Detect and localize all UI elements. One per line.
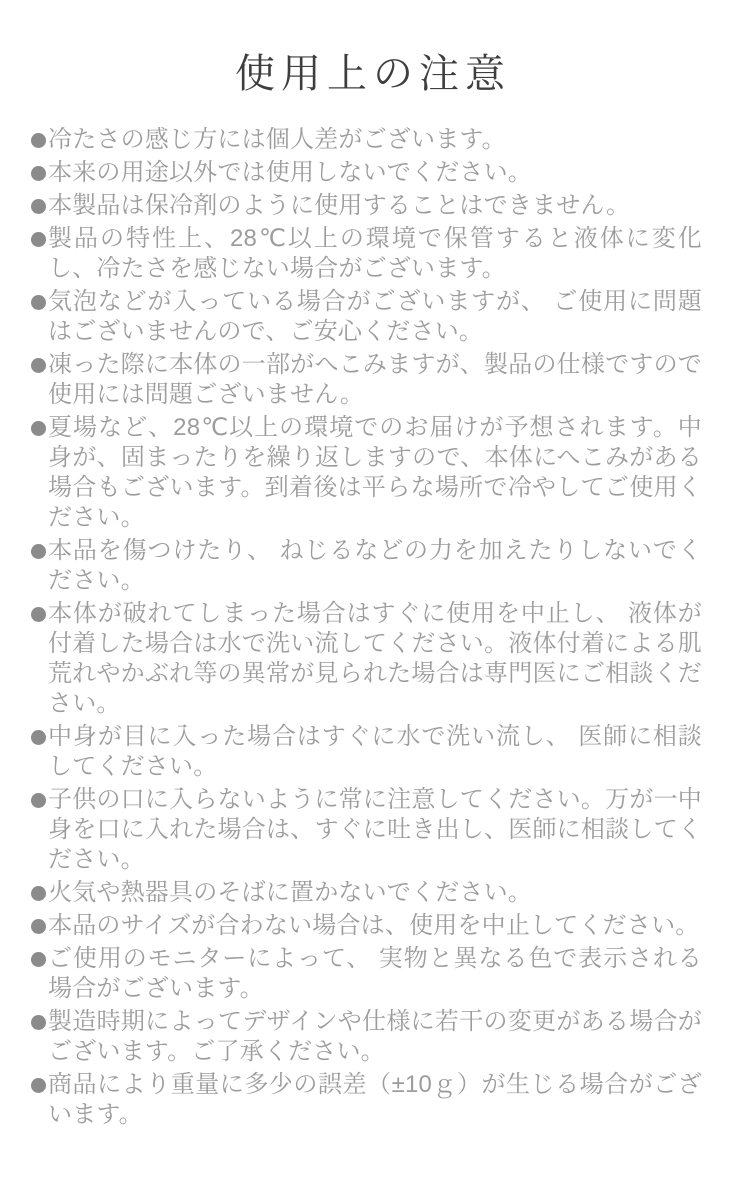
item-text: 火気や熱器具のそばに置かないでください。 — [48, 879, 532, 906]
list-item — [31, 878, 704, 908]
list-item — [31, 158, 704, 188]
item-text: ご使用のモニターによって、 実物と異なる色で表示される場合がございます。 — [48, 945, 702, 1002]
bullet-icon — [31, 199, 46, 214]
item-text: 凍った際に本体の一部がへこみますが、製品の仕様ですので使用には問題ございません。 — [48, 351, 702, 408]
page-title: 使用上の注意 — [235, 52, 511, 96]
bullet-icon — [31, 166, 46, 181]
item-text: 中身が目に入った場合はすぐに水で洗い流し、 医師に相談してください。 — [48, 723, 702, 780]
list-item — [31, 413, 704, 533]
item-text: 商品により重量に多少の誤差（±10ｇ）が生じる場合がございます。 — [48, 1071, 702, 1128]
item-text: 本体が破れてしまった場合はすぐに使用を中止し、 液体が付着した場合は水で洗い流してください。液体付着による肌荒れやかぶれ等の異常が見られた場合は専門医にご相談ください。 — [48, 600, 702, 717]
list-item — [31, 350, 704, 410]
bullet-icon — [31, 232, 46, 247]
bullet-icon — [31, 133, 46, 148]
list-item — [31, 599, 704, 719]
bullet-icon — [31, 730, 46, 745]
item-text: 冷たさの感じ方には個人差がございます。 — [48, 126, 506, 153]
list-item — [31, 125, 704, 155]
list-item — [31, 1007, 704, 1067]
item-text: 夏場など、28℃以上の環境でのお届けが予想されます。中身が、固まったりを繰り返しますので、本体にへこみがある場合もございます。到着後は平らな場所で冷やしてご使用ください。 — [48, 414, 702, 531]
item-text: 本品を傷つけたり、 ねじるなどの力を加えたりしないでください。 — [48, 537, 702, 594]
list-item — [31, 911, 704, 941]
list-item — [31, 944, 704, 1004]
item-text: 本品のサイズが合わない場合は、使用を中止してください。 — [48, 912, 700, 939]
list-item — [31, 191, 704, 221]
list-item — [31, 1070, 704, 1130]
bullet-icon — [31, 919, 46, 934]
bullet-icon — [31, 1015, 46, 1030]
list-item — [31, 722, 704, 782]
notice-list — [31, 125, 704, 1130]
bullet-icon — [31, 952, 46, 967]
bullet-icon — [31, 607, 46, 622]
item-text: 本製品は保冷剤のように使用することはできません。 — [48, 192, 631, 219]
item-text: 製造時期によってデザインや仕様に若干の変更がある場合がございます。ご了承ください。 — [48, 1008, 702, 1065]
list-item — [31, 785, 704, 875]
bullet-icon — [31, 544, 46, 559]
item-text: 製品の特性上、28℃以上の環境で保管すると液体に変化し、冷たさを感じない場合がございます。 — [48, 225, 702, 282]
bullet-icon — [31, 358, 46, 373]
bullet-icon — [31, 793, 46, 808]
bullet-icon — [31, 1078, 46, 1093]
bullet-icon — [31, 295, 46, 310]
item-text: 子供の口に入らないように常に注意してください。万が一中身を口に入れた場合は、すぐに吐き出し、医師に相談してください。 — [48, 786, 702, 873]
item-text: 本来の用途以外では使用しないでください。 — [48, 159, 532, 186]
bullet-icon — [31, 886, 46, 901]
list-item — [31, 536, 704, 596]
list-item — [31, 224, 704, 284]
item-text: 気泡などが入っている場合がございますが、 ご使用に問題はございませんので、ご安心ください。 — [48, 288, 702, 345]
bullet-icon — [31, 421, 46, 436]
list-item — [31, 287, 704, 347]
